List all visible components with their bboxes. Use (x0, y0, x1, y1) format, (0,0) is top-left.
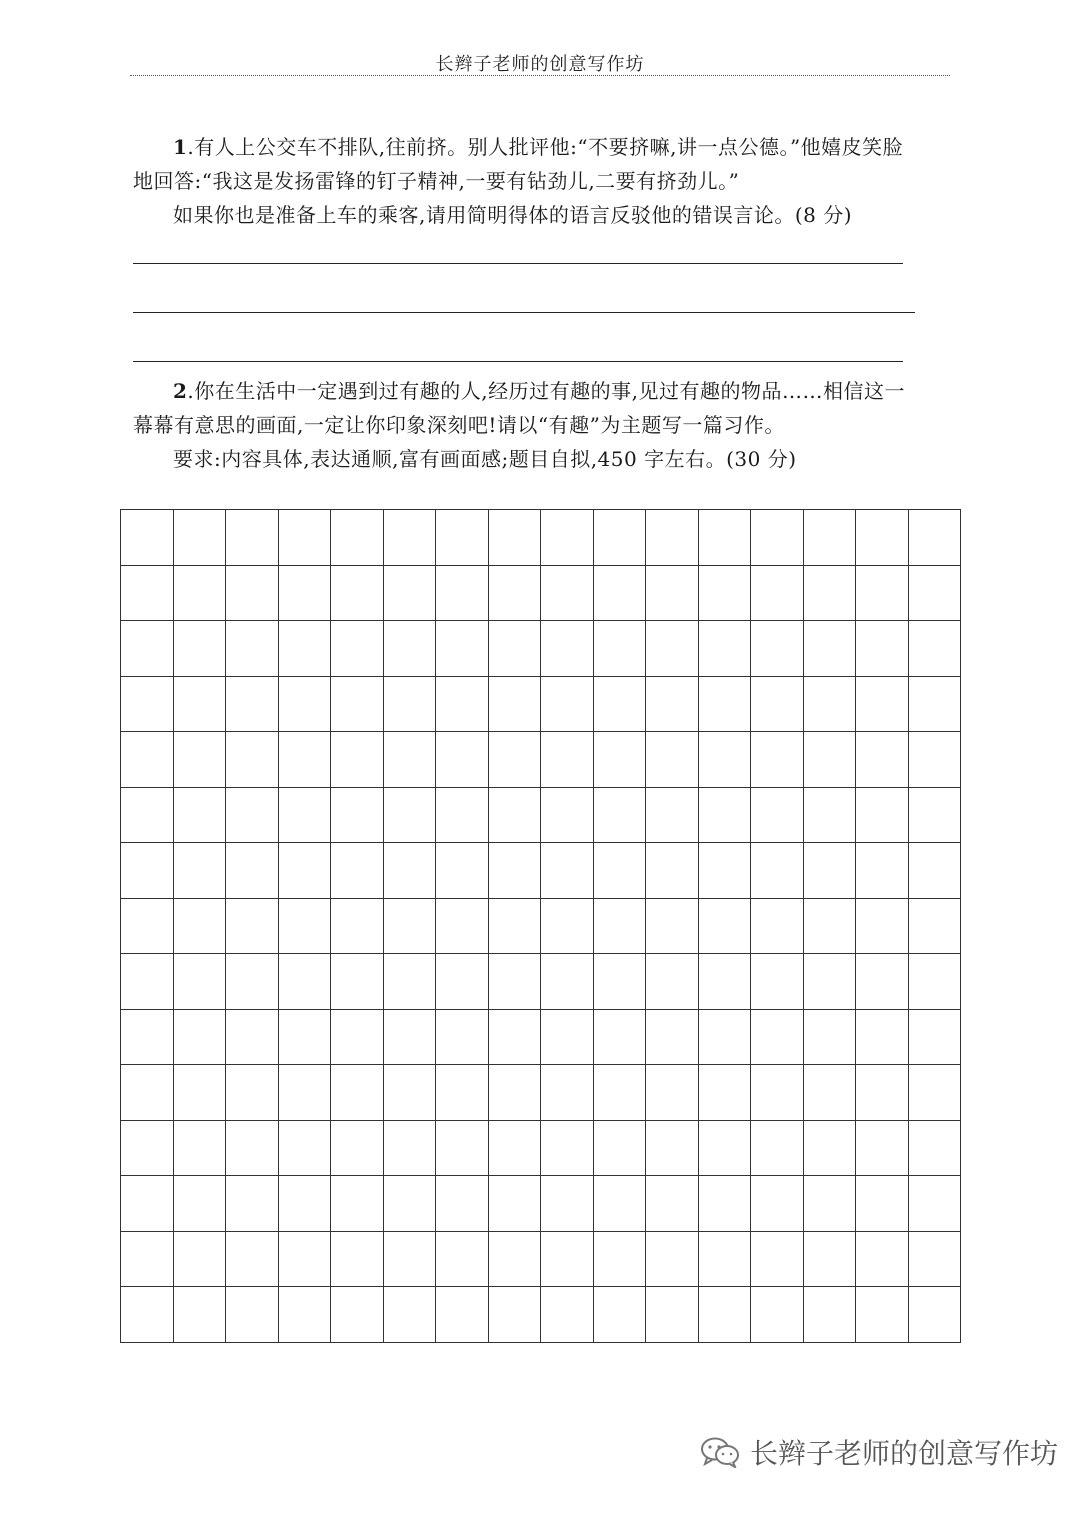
grid-cell[interactable] (226, 843, 279, 899)
grid-cell[interactable] (488, 732, 541, 788)
grid-cell[interactable] (908, 1287, 961, 1343)
grid-cell[interactable] (803, 1120, 856, 1176)
grid-row (121, 1287, 961, 1343)
grid-cell[interactable] (173, 1287, 226, 1343)
grid-row (121, 1065, 961, 1121)
grid-row (121, 1176, 961, 1232)
grid-cell[interactable] (803, 1065, 856, 1121)
grid-cell[interactable] (488, 1009, 541, 1065)
grid-cell[interactable] (593, 1120, 646, 1176)
grid-cell[interactable] (856, 676, 909, 732)
grid-cell[interactable] (173, 732, 226, 788)
grid-cell[interactable] (331, 676, 384, 732)
grid-cell[interactable] (331, 1120, 384, 1176)
grid-cell[interactable] (908, 621, 961, 677)
grid-cell[interactable] (646, 1120, 699, 1176)
watermark-text: 长辫子老师的创意写作坊 (750, 1437, 1059, 1470)
question-1-text-1: .有人上公交车不排队,往前挤。别人批评他:“不要挤嘛,讲一点公德。”他嬉皮笑脸 (187, 135, 904, 159)
grid-cell[interactable] (331, 510, 384, 566)
grid-cell[interactable] (436, 1065, 489, 1121)
grid-cell[interactable] (488, 621, 541, 677)
grid-cell[interactable] (383, 1231, 436, 1287)
grid-cell[interactable] (383, 732, 436, 788)
grid-cell[interactable] (698, 1120, 751, 1176)
grid-cell[interactable] (488, 954, 541, 1010)
grid-cell[interactable] (488, 1176, 541, 1232)
grid-row (121, 843, 961, 899)
grid-cell[interactable] (856, 1287, 909, 1343)
grid-cell[interactable] (436, 732, 489, 788)
question-1-number: 1 (173, 135, 188, 159)
grid-cell[interactable] (646, 1065, 699, 1121)
grid-cell[interactable] (226, 676, 279, 732)
question-1-line-1 (133, 130, 948, 164)
grid-cell[interactable] (226, 787, 279, 843)
grid-cell[interactable] (593, 510, 646, 566)
grid-cell[interactable] (331, 1065, 384, 1121)
question-2-text-1: .你在生活中一定遇到过有趣的人,经历过有趣的事,见过有趣的物品……相信这一 (187, 379, 905, 403)
grid-cell[interactable] (436, 1231, 489, 1287)
grid-cell[interactable] (646, 621, 699, 677)
grid-cell[interactable] (698, 787, 751, 843)
question-2-requirement: 要求:内容具体,表达通顺,富有画面感;题目自拟,450 字左右。(30 分) (173, 447, 797, 471)
grid-cell[interactable] (908, 1176, 961, 1232)
grid-cell[interactable] (278, 1231, 331, 1287)
grid-cell[interactable] (121, 676, 174, 732)
grid-cell[interactable] (751, 1231, 804, 1287)
grid-cell[interactable] (646, 954, 699, 1010)
answer-line-3[interactable] (133, 361, 903, 362)
grid-cell[interactable] (541, 954, 594, 1010)
grid-cell[interactable] (856, 954, 909, 1010)
grid-cell[interactable] (331, 787, 384, 843)
answer-line-1[interactable] (133, 263, 903, 264)
grid-cell[interactable] (803, 787, 856, 843)
grid-cell[interactable] (383, 843, 436, 899)
grid-cell[interactable] (751, 843, 804, 899)
grid-cell[interactable] (593, 1065, 646, 1121)
grid-cell[interactable] (278, 676, 331, 732)
grid-cell[interactable] (803, 1287, 856, 1343)
grid-cell[interactable] (856, 1009, 909, 1065)
grid-cell[interactable] (383, 898, 436, 954)
grid-cell[interactable] (541, 843, 594, 899)
grid-cell[interactable] (751, 510, 804, 566)
grid-row (121, 1009, 961, 1065)
grid-cell[interactable] (278, 510, 331, 566)
grid-cell[interactable] (856, 898, 909, 954)
grid-cell[interactable] (856, 1231, 909, 1287)
grid-cell[interactable] (278, 843, 331, 899)
question-2-line-1 (133, 374, 948, 408)
grid-cell[interactable] (173, 510, 226, 566)
grid-cell[interactable] (173, 787, 226, 843)
grid-cell[interactable] (751, 565, 804, 621)
grid-cell[interactable] (331, 954, 384, 1010)
grid-cell[interactable] (121, 787, 174, 843)
grid-cell[interactable] (488, 565, 541, 621)
grid-cell[interactable] (698, 1176, 751, 1232)
grid-cell[interactable] (803, 621, 856, 677)
grid-cell[interactable] (488, 898, 541, 954)
grid-cell[interactable] (698, 676, 751, 732)
grid-cell[interactable] (121, 1120, 174, 1176)
grid-cell[interactable] (908, 565, 961, 621)
grid-cell[interactable] (541, 565, 594, 621)
grid-cell[interactable] (908, 787, 961, 843)
grid-cell[interactable] (751, 1287, 804, 1343)
grid-cell[interactable] (751, 954, 804, 1010)
grid-cell[interactable] (541, 1231, 594, 1287)
grid-cell[interactable] (856, 787, 909, 843)
grid-cell[interactable] (751, 1065, 804, 1121)
grid-cell[interactable] (646, 510, 699, 566)
grid-cell[interactable] (593, 843, 646, 899)
grid-cell[interactable] (278, 898, 331, 954)
grid-cell[interactable] (436, 510, 489, 566)
grid-cell[interactable] (646, 787, 699, 843)
grid-cell[interactable] (646, 732, 699, 788)
grid-cell[interactable] (803, 954, 856, 1010)
grid-cell[interactable] (908, 954, 961, 1010)
grid-cell[interactable] (856, 1176, 909, 1232)
header-divider (130, 75, 950, 76)
grid-row (121, 954, 961, 1010)
grid-cell[interactable] (278, 787, 331, 843)
grid-cell[interactable] (226, 1009, 279, 1065)
grid-cell[interactable] (121, 621, 174, 677)
grid-cell[interactable] (173, 1176, 226, 1232)
grid-row (121, 1120, 961, 1176)
grid-cell[interactable] (751, 1120, 804, 1176)
composition-writing-grid[interactable] (120, 509, 961, 1343)
grid-cell[interactable] (541, 510, 594, 566)
grid-cell[interactable] (331, 621, 384, 677)
grid-cell[interactable] (488, 1065, 541, 1121)
grid-cell[interactable] (226, 1065, 279, 1121)
grid-cell[interactable] (331, 1231, 384, 1287)
grid-cell[interactable] (698, 1065, 751, 1121)
question-2-line-2: 幕幕有意思的画面,一定让你印象深刻吧!请以“有趣”为主题写一篇习作。 (133, 413, 785, 437)
grid-cell[interactable] (803, 510, 856, 566)
grid-cell[interactable] (173, 1231, 226, 1287)
grid-cell[interactable] (488, 1231, 541, 1287)
grid-cell[interactable] (121, 898, 174, 954)
grid-cell[interactable] (541, 1009, 594, 1065)
grid-cell[interactable] (436, 1120, 489, 1176)
grid-cell[interactable] (226, 1120, 279, 1176)
grid-cell[interactable] (646, 1009, 699, 1065)
grid-cell[interactable] (331, 898, 384, 954)
grid-cell[interactable] (383, 787, 436, 843)
grid-cell[interactable] (226, 1231, 279, 1287)
grid-row (121, 510, 961, 566)
grid-cell[interactable] (908, 898, 961, 954)
grid-cell[interactable] (173, 565, 226, 621)
question-1-prompt: 如果你也是准备上车的乘客,请用简明得体的语言反驳他的错误言论。(8 分) (173, 203, 853, 227)
grid-cell[interactable] (278, 1120, 331, 1176)
grid-cell[interactable] (121, 732, 174, 788)
grid-cell[interactable] (856, 1120, 909, 1176)
grid-cell[interactable] (908, 843, 961, 899)
grid-cell[interactable] (751, 1176, 804, 1232)
grid-cell[interactable] (646, 676, 699, 732)
question-2-number: 2 (173, 379, 188, 403)
grid-cell[interactable] (226, 510, 279, 566)
grid-cell[interactable] (488, 1287, 541, 1343)
grid-row (121, 898, 961, 954)
grid-cell[interactable] (908, 1065, 961, 1121)
grid-row (121, 676, 961, 732)
grid-cell[interactable] (698, 1009, 751, 1065)
grid-cell[interactable] (698, 1287, 751, 1343)
grid-cell[interactable] (436, 565, 489, 621)
grid-row (121, 565, 961, 621)
page-header-title: 长辫子老师的创意写作坊 (435, 54, 645, 75)
grid-cell[interactable] (908, 1231, 961, 1287)
grid-cell[interactable] (383, 1065, 436, 1121)
grid-row (121, 621, 961, 677)
answer-line-2[interactable] (133, 312, 915, 313)
grid-cell[interactable] (121, 1176, 174, 1232)
grid-cell[interactable] (331, 1176, 384, 1232)
grid-cell[interactable] (436, 898, 489, 954)
grid-cell[interactable] (751, 621, 804, 677)
grid-cell[interactable] (383, 510, 436, 566)
grid-cell[interactable] (856, 732, 909, 788)
grid-cell[interactable] (541, 621, 594, 677)
grid-cell[interactable] (278, 1009, 331, 1065)
grid-cell[interactable] (541, 898, 594, 954)
grid-cell[interactable] (383, 1009, 436, 1065)
grid-cell[interactable] (121, 1065, 174, 1121)
grid-cell[interactable] (436, 787, 489, 843)
grid-cell[interactable] (908, 1120, 961, 1176)
grid-cell[interactable] (803, 1231, 856, 1287)
grid-cell[interactable] (698, 1231, 751, 1287)
grid-cell[interactable] (331, 843, 384, 899)
grid-cell[interactable] (436, 1176, 489, 1232)
grid-row (121, 787, 961, 843)
grid-cell[interactable] (593, 1009, 646, 1065)
grid-cell[interactable] (646, 1287, 699, 1343)
grid-cell[interactable] (593, 565, 646, 621)
grid-cell[interactable] (751, 898, 804, 954)
grid-cell[interactable] (331, 565, 384, 621)
grid-cell[interactable] (488, 787, 541, 843)
grid-cell[interactable] (121, 510, 174, 566)
grid-cell[interactable] (698, 954, 751, 1010)
grid-cell[interactable] (488, 843, 541, 899)
grid-cell[interactable] (646, 1231, 699, 1287)
grid-cell[interactable] (121, 1231, 174, 1287)
question-1-line-2: 地回答:“我这是发扬雷锋的钉子精神,一要有钻劲儿,二要有挤劲儿。” (133, 169, 740, 193)
grid-cell[interactable] (488, 510, 541, 566)
grid-cell[interactable] (173, 954, 226, 1010)
grid-cell[interactable] (593, 732, 646, 788)
grid-cell[interactable] (593, 1231, 646, 1287)
grid-cell[interactable] (698, 621, 751, 677)
grid-cell[interactable] (908, 510, 961, 566)
grid-cell[interactable] (698, 732, 751, 788)
grid-cell[interactable] (121, 1009, 174, 1065)
grid-cell[interactable] (383, 1176, 436, 1232)
grid-cell[interactable] (121, 843, 174, 899)
grid-cell[interactable] (541, 1176, 594, 1232)
grid-cell[interactable] (436, 1009, 489, 1065)
grid-row (121, 1231, 961, 1287)
grid-cell[interactable] (331, 732, 384, 788)
grid-cell[interactable] (173, 621, 226, 677)
grid-cell[interactable] (278, 954, 331, 1010)
grid-cell[interactable] (646, 1176, 699, 1232)
grid-cell[interactable] (698, 898, 751, 954)
grid-cell[interactable] (383, 954, 436, 1010)
grid-cell[interactable] (173, 1065, 226, 1121)
grid-cell[interactable] (803, 565, 856, 621)
grid-cell[interactable] (541, 1287, 594, 1343)
grid-cell[interactable] (593, 676, 646, 732)
grid-cell[interactable] (436, 843, 489, 899)
grid-cell[interactable] (646, 843, 699, 899)
grid-cell[interactable] (278, 1176, 331, 1232)
grid-cell[interactable] (226, 732, 279, 788)
grid-cell[interactable] (593, 954, 646, 1010)
grid-cell[interactable] (383, 1120, 436, 1176)
grid-cell[interactable] (173, 676, 226, 732)
grid-cell[interactable] (856, 1065, 909, 1121)
grid-cell[interactable] (226, 1176, 279, 1232)
grid-cell[interactable] (331, 1009, 384, 1065)
grid-cell[interactable] (383, 565, 436, 621)
grid-cell[interactable] (593, 898, 646, 954)
grid-cell[interactable] (173, 898, 226, 954)
grid-cell[interactable] (593, 787, 646, 843)
grid-cell[interactable] (856, 510, 909, 566)
grid-cell[interactable] (278, 565, 331, 621)
grid-cell[interactable] (226, 898, 279, 954)
grid-cell[interactable] (541, 787, 594, 843)
grid-cell[interactable] (331, 1287, 384, 1343)
watermark (700, 1432, 1058, 1472)
grid-cell[interactable] (803, 898, 856, 954)
grid-cell[interactable] (751, 732, 804, 788)
grid-cell[interactable] (278, 1287, 331, 1343)
grid-cell[interactable] (646, 898, 699, 954)
grid-cell[interactable] (856, 621, 909, 677)
grid-cell[interactable] (383, 676, 436, 732)
grid-cell[interactable] (121, 954, 174, 1010)
grid-cell[interactable] (751, 1009, 804, 1065)
grid-cell[interactable] (541, 1065, 594, 1121)
grid-cell[interactable] (383, 621, 436, 677)
grid-cell[interactable] (226, 565, 279, 621)
grid-cell[interactable] (803, 676, 856, 732)
grid-cell[interactable] (278, 1065, 331, 1121)
grid-cell[interactable] (278, 621, 331, 677)
grid-cell[interactable] (698, 510, 751, 566)
grid-cell[interactable] (436, 621, 489, 677)
grid-cell[interactable] (593, 1287, 646, 1343)
grid-cell[interactable] (226, 1287, 279, 1343)
grid-cell[interactable] (488, 676, 541, 732)
grid-cell[interactable] (436, 1287, 489, 1343)
grid-cell[interactable] (593, 1176, 646, 1232)
grid-cell[interactable] (908, 676, 961, 732)
grid-cell[interactable] (803, 843, 856, 899)
grid-cell[interactable] (856, 565, 909, 621)
grid-cell[interactable] (173, 1120, 226, 1176)
grid-cell[interactable] (803, 732, 856, 788)
grid-cell[interactable] (226, 954, 279, 1010)
grid-cell[interactable] (173, 843, 226, 899)
grid-cell[interactable] (856, 843, 909, 899)
grid-cell[interactable] (908, 732, 961, 788)
grid-cell[interactable] (593, 621, 646, 677)
grid-cell[interactable] (698, 565, 751, 621)
grid-cell[interactable] (751, 787, 804, 843)
grid-cell[interactable] (278, 732, 331, 788)
grid-cell[interactable] (173, 1009, 226, 1065)
grid-cell[interactable] (541, 732, 594, 788)
grid-cell[interactable] (541, 1120, 594, 1176)
grid-cell[interactable] (803, 1176, 856, 1232)
grid-cell[interactable] (121, 1287, 174, 1343)
grid-cell[interactable] (436, 954, 489, 1010)
wechat-icon (700, 1436, 740, 1468)
grid-cell[interactable] (751, 676, 804, 732)
grid-cell[interactable] (436, 676, 489, 732)
grid-cell[interactable] (488, 1120, 541, 1176)
grid-cell[interactable] (383, 1287, 436, 1343)
grid-cell[interactable] (226, 621, 279, 677)
grid-row (121, 732, 961, 788)
grid-cell[interactable] (803, 1009, 856, 1065)
grid-cell[interactable] (121, 565, 174, 621)
grid-cell[interactable] (908, 1009, 961, 1065)
grid-cell[interactable] (646, 565, 699, 621)
grid-cell[interactable] (698, 843, 751, 899)
grid-cell[interactable] (541, 676, 594, 732)
